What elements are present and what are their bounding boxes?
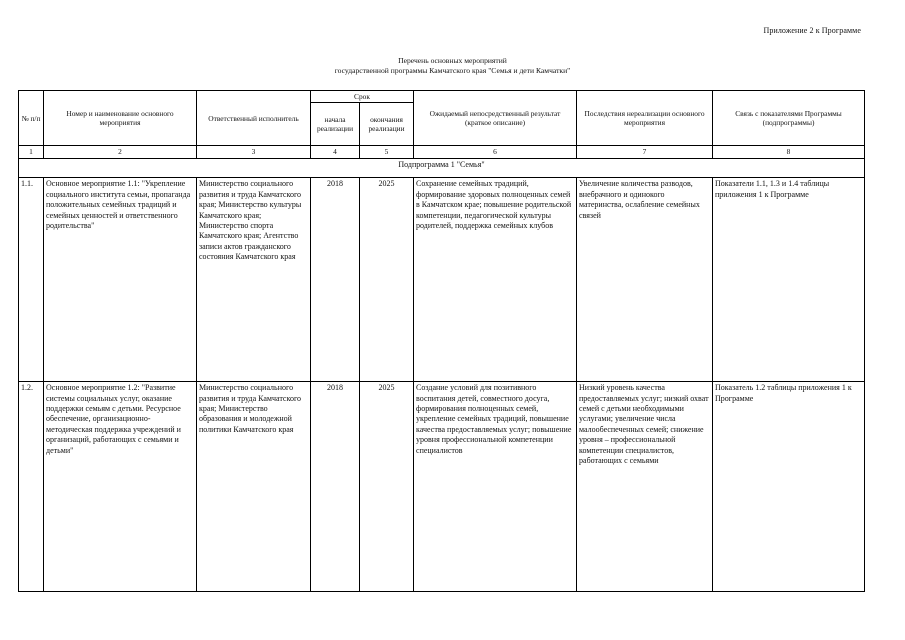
start-year: 2018: [311, 178, 360, 382]
header-link: Связь с показателями Программы (подпрограммы): [713, 91, 865, 146]
column-number: 7: [577, 146, 713, 159]
column-number: 1: [19, 146, 44, 159]
result-cell: Создание условий для позитивного воспитания детей, совместного досуга, формирования полноценных семей, укрепление семейных традиций, повышение качества предоставляемых услуг; повышение уровня профессиональной компетенции специалистов: [414, 382, 577, 592]
table-row: [19, 178, 865, 382]
column-number: 3: [197, 146, 311, 159]
measure-name: Основное мероприятие 1.2: "Развитие системы социальных услуг, оказание поддержки семьям с детьми. Ресурсное обеспечение, организационно-методическая поддержка учреждений и организаций, работающих с семьями и детьми": [44, 382, 197, 592]
executor-cell: Министерство социального развития и труда Камчатского края; Министерство культуры Камчатского края; Министерство спорта Камчатского края; Агентство записи актов гражданского состояния Камчатского края: [197, 178, 311, 382]
column-number: 5: [360, 146, 414, 159]
consequences-cell: Увеличение количества разводов, внебрачного и одинокого материнства, ослабление семейных связей: [577, 178, 713, 382]
column-number: 2: [44, 146, 197, 159]
end-year: 2025: [360, 178, 414, 382]
column-numbers-row: [19, 146, 865, 159]
header-name: Номер и наименование основного мероприятия: [44, 91, 197, 146]
link-cell: Показатель 1.2 таблицы приложения 1 к Программе: [713, 382, 865, 592]
row-number: 1.2.: [19, 382, 44, 592]
result-cell: Сохранение семейных традиций, формирование здоровых полноценных семей в Камчатском крае; повышение родительской компетенции, педагогической культуры родителей, поддержка семейных клубов: [414, 178, 577, 382]
column-number: 6: [414, 146, 577, 159]
column-number: 8: [713, 146, 865, 159]
end-year: 2025: [360, 382, 414, 592]
header-result: Ожидаемый непосредственный результат (краткое описание): [414, 91, 577, 146]
table-row: [19, 382, 865, 592]
start-year: 2018: [311, 382, 360, 592]
measures-table: [18, 90, 865, 592]
header-end: окончания реализации: [360, 103, 414, 146]
row-number: 1.1.: [19, 178, 44, 382]
header-num: № п/п: [19, 91, 44, 146]
document-title: [0, 56, 905, 76]
subprogram-title: Подпрограмма 1 "Семья": [19, 159, 865, 178]
link-cell: Показатели 1.1, 1.3 и 1.4 таблицы приложения 1 к Программе: [713, 178, 865, 382]
measure-name: Основное мероприятие 1.1: "Укрепление социального института семьи, пропаганда положительных семейных традиций и семейных ценностей и ответственного родительства": [44, 178, 197, 382]
header-term: Срок: [311, 91, 414, 103]
executor-cell: Министерство социального развития и труда Камчатского края; Министерство образования и молодежной политики Камчатского края: [197, 382, 311, 592]
header-executor: Ответственный исполнитель: [197, 91, 311, 146]
header-start: начала реализации: [311, 103, 360, 146]
consequences-cell: Низкий уровень качества предоставляемых услуг; низкий охват семей с детьми необходимыми услугами; увеличение числа малообеспеченных семей; снижение уровня – профессиональной компетенции специалистов, работающих с семьями: [577, 382, 713, 592]
title-line-2: государственной программы Камчатского края "Семья и дети Камчатки": [334, 66, 571, 75]
subprogram-row: [19, 159, 865, 178]
appendix-label: Приложение 2 к Программе: [763, 26, 861, 35]
title-line-1: Перечень основных мероприятий: [398, 56, 507, 65]
header-consequences: Последствия нереализации основного мероприятия: [577, 91, 713, 146]
column-number: 4: [311, 146, 360, 159]
